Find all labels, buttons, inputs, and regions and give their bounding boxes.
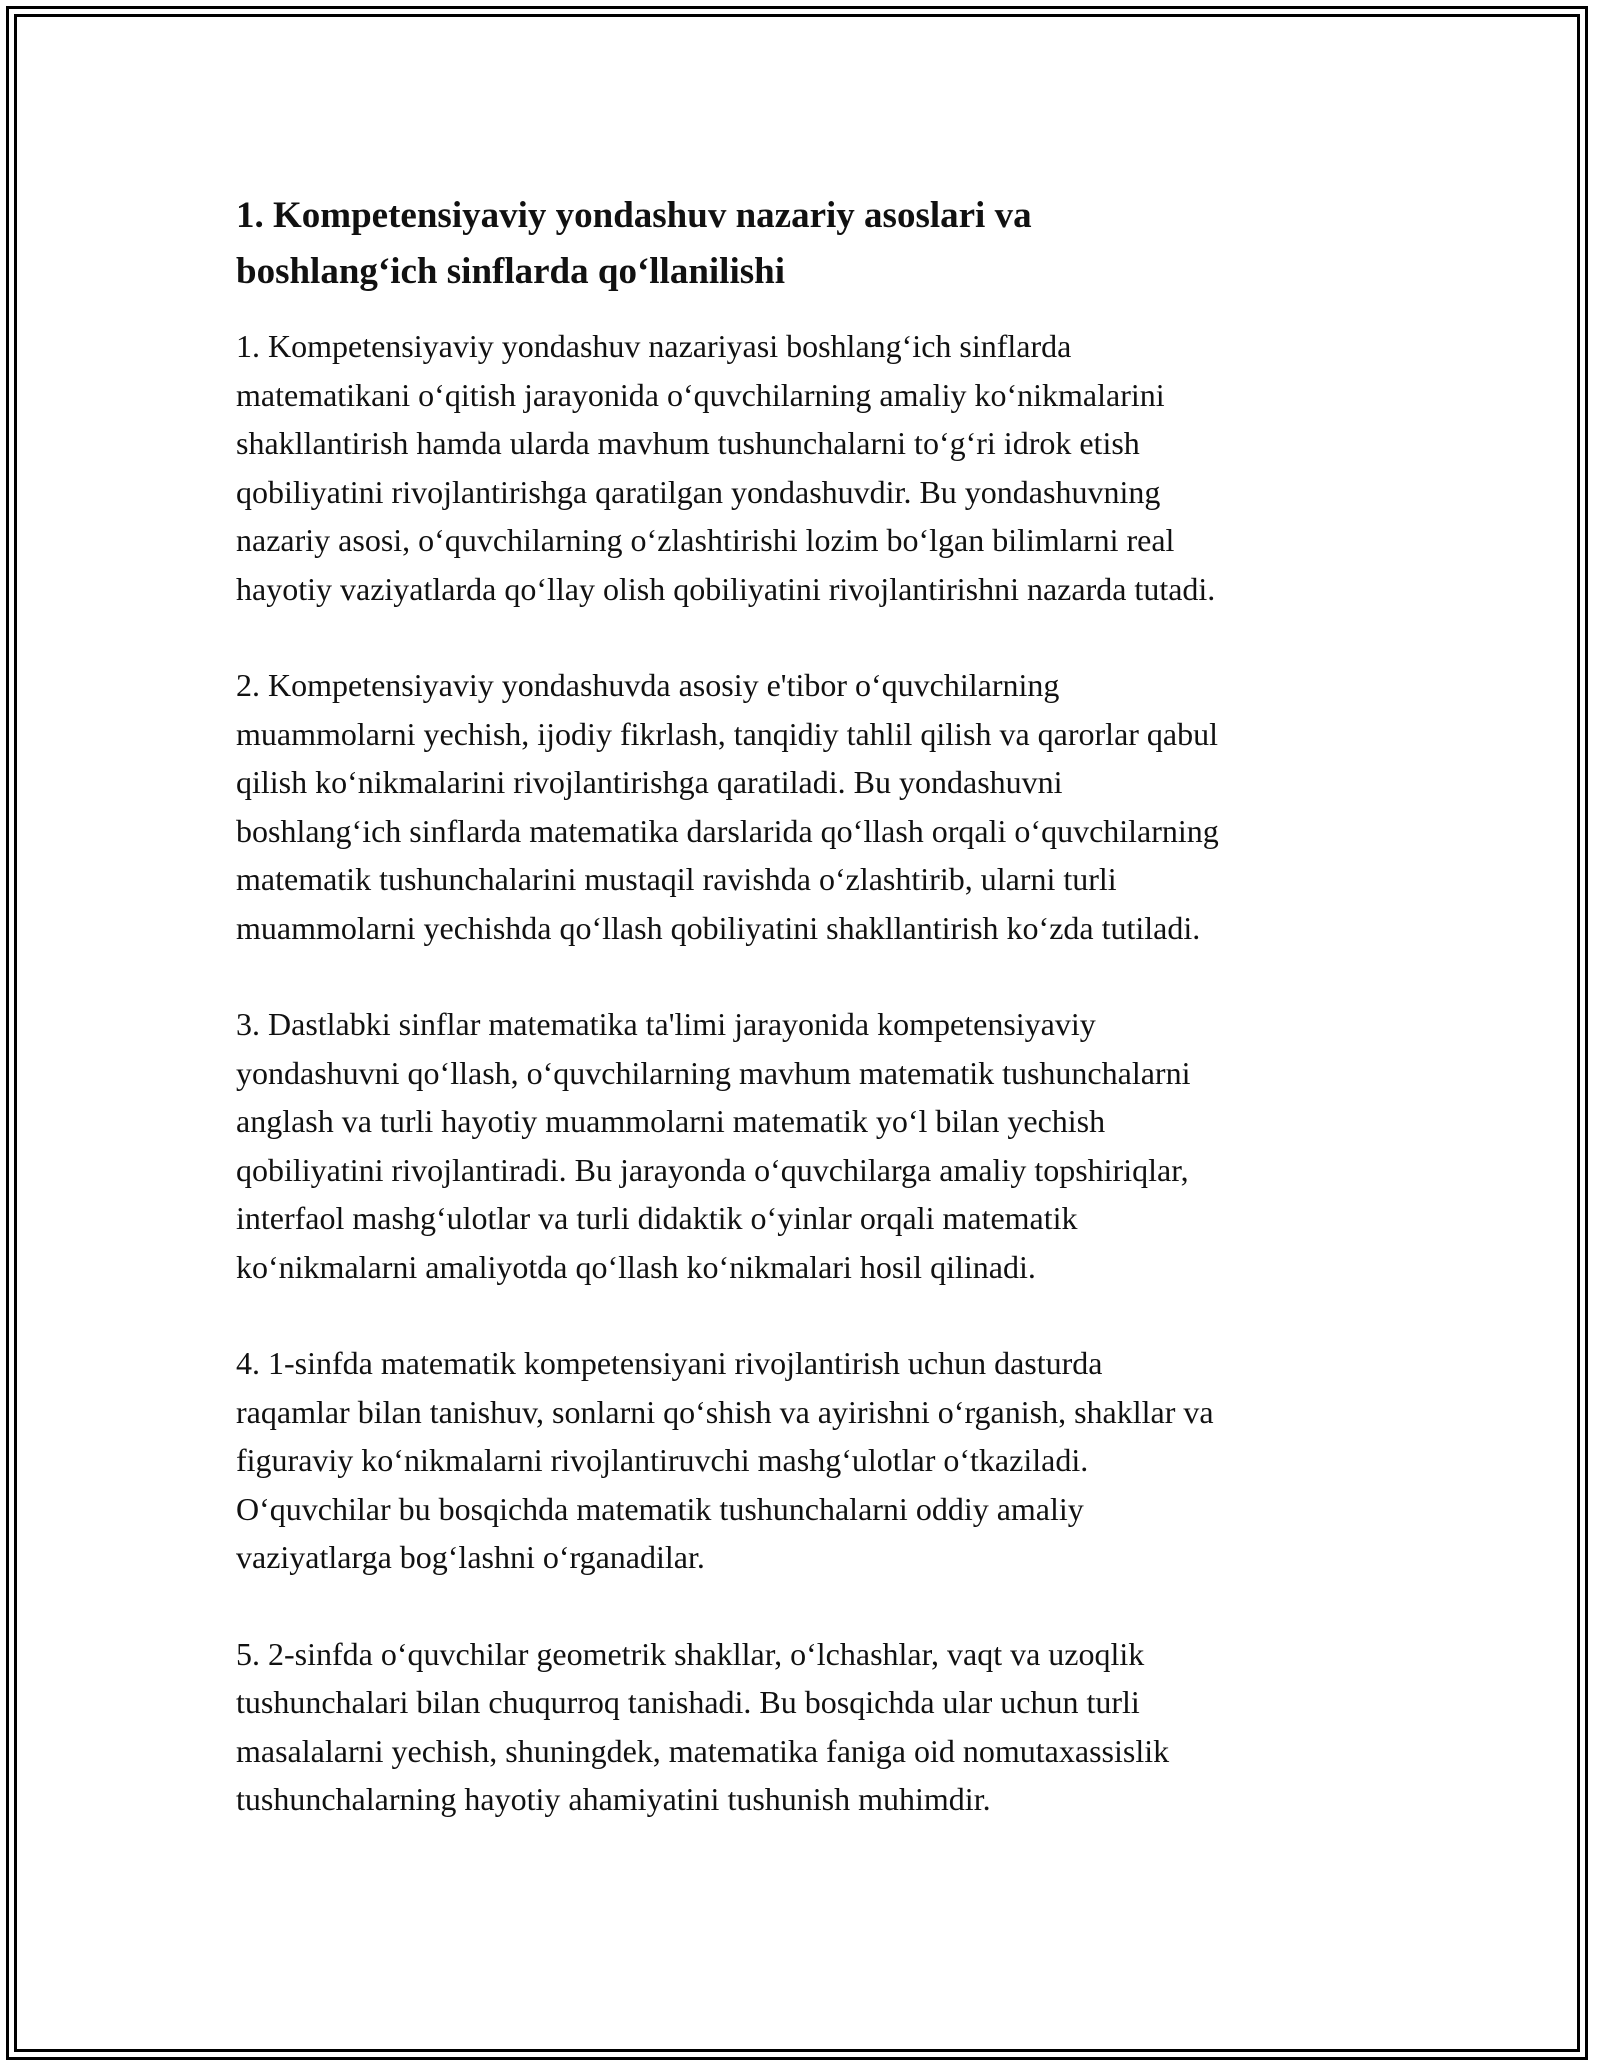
paragraph-line: yondashuvni qo‘llash, o‘quvchilarning mavhum matematik tushunchalarni [236,1054,1191,1091]
paragraph-line: 4. 1-sinfda matematik kompetensiyani rivojlantirish uchun dasturda [236,1345,1103,1381]
paragraph-2 [236,661,1376,952]
paragraph-line: raqamlar bilan tanishuv, sonlarni qo‘shish va ayirishni o‘rganish, shakllar va [236,1393,1214,1430]
paragraph-line: O‘quvchilar bu bosqichda matematik tushunchalarni oddiy amaliy [236,1490,1084,1527]
paragraph-line: matematik tushunchalarini mustaqil ravishda o‘zlashtirib, ularni turli [236,861,1117,897]
paragraph-line: 5. 2-sinfda o‘quvchilar geometrik shakllar, o‘lchashlar, vaqt va uzoqlik [236,1635,1145,1672]
paragraph-line: boshlang‘ich sinflarda matematika darslarida qo‘llash orqali o‘quvchilarning [236,812,1219,849]
paragraph-line: hayotiy vaziyatlarda qo‘llay olish qobiliyatini rivojlantirishni nazarda tutadi. [236,570,1216,607]
paragraph-line: ko‘nikmalarni amaliyotda qo‘llash ko‘nikmalari hosil qilinadi. [236,1248,1036,1285]
paragraph-4 [236,1339,1376,1582]
paragraph-line: tushunchalarning hayotiy ahamiyatini tushunish muhimdir. [236,1781,991,1817]
document-body [236,188,1376,1824]
paragraph-line: muammolarni yechishda qo‘llash qobiliyatini shakllantirish ko‘zda tutiladi. [236,909,1201,946]
document-title [236,188,1376,300]
paragraph-line: anglash va turli hayotiy muammolarni matematik yo‘l bilan yechish [236,1103,1106,1139]
paragraph-line: matematikani o‘qitish jarayonida o‘quvchilarning amaliy ko‘nikmalarini [236,376,1165,413]
paragraph-1 [236,322,1376,613]
title-line: boshlang‘ich sinflarda qo‘llanilishi [236,251,786,292]
paragraph-line: interfaol mashg‘ulotlar va turli didaktik o‘yinlar orqali matematik [236,1200,1078,1236]
paragraph-line: nazariy asosi, o‘quvchilarning o‘zlashtirishi lozim bo‘lgan bilimlarni real [236,522,1175,558]
paragraph-line: qobiliyatini rivojlantirishga qaratilgan yondashuvdir. Bu yondashuvning [236,473,1161,510]
paragraph-line: 3. Dastlabki sinflar matematika ta'limi jarayonida kompetensiyaviy [236,1006,1096,1042]
paragraph-line: 2. Kompetensiyaviy yondashuvda asosiy e'tibor o‘quvchilarning [236,667,1060,703]
paragraph-line: masalalarni yechish, shuningdek, matematika faniga oid nomutaxassislik [236,1732,1170,1769]
paragraph-line: figuraviy ko‘nikmalarni rivojlantiruvchi mashg‘ulotlar o‘tkaziladi. [236,1442,1089,1478]
paragraph-line: qobiliyatini rivojlantiradi. Bu jarayonda o‘quvchilarga amaliy topshiriqlar, [236,1151,1189,1188]
title-line: 1. Kompetensiyaviy yondashuv nazariy asoslari va [236,195,1032,236]
paragraph-line: muammolarni yechish, ijodiy fikrlash, tanqidiy tahlil qilish va qarorlar qabul [236,715,1219,752]
paragraph-line: vaziyatlarga bog‘lashni o‘rganadilar. [236,1539,705,1575]
paragraph-5 [236,1630,1376,1824]
paragraph-line: shakllantirish hamda ularda mavhum tushunchalarni to‘g‘ri idrok etish [236,425,1140,461]
paragraph-line: qilish ko‘nikmalarini rivojlantirishga qaratiladi. Bu yondashuvni [236,764,1063,800]
paragraph-line: tushunchalari bilan chuqurroq tanishadi. Bu bosqichda ular uchun turli [236,1684,1140,1720]
paragraph-line: 1. Kompetensiyaviy yondashuv nazariyasi boshlang‘ich sinflarda [236,328,1072,364]
paragraph-3 [236,1000,1376,1291]
